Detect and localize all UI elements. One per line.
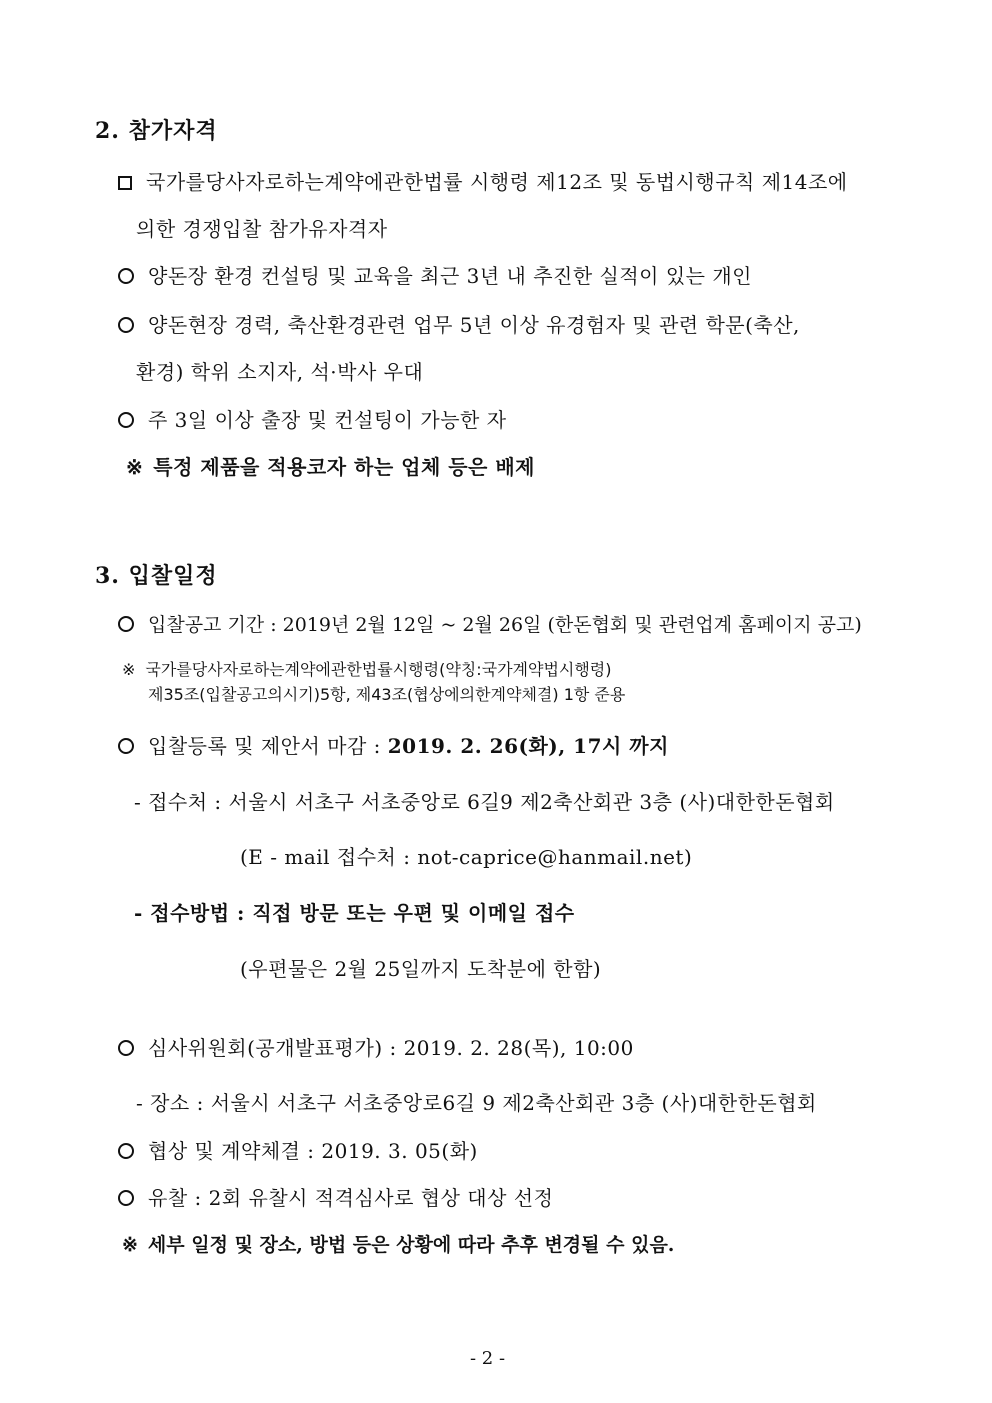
bid-deadline-value: 2019. 2. 26(화), 17시 까지 xyxy=(387,734,669,758)
reception-email: (E - mail 접수처 : not-caprice@hanmail.net) xyxy=(240,845,693,869)
committee: 심사위원회(공개발표평가) : 2019. 2. 28(목), 10:00 xyxy=(118,1038,634,1058)
bid-failure: 유찰 : 2회 유찰시 적격심사로 협상 대상 선정 xyxy=(118,1188,553,1208)
section-2-item-3-cont: 환경) 학위 소지자, 석·박사 우대 xyxy=(136,360,424,384)
bid-deadline: 입찰등록 및 제안서 마감 : 2019. 2. 26(화), 17시 까지 xyxy=(118,736,669,756)
section-2-item-1: 국가를당사자로하는계약에관한법률 시행령 제12조 및 동법시행규칙 제14조에 xyxy=(118,172,896,192)
circle-bullet-icon xyxy=(118,412,134,428)
page-number: - 2 - xyxy=(470,1348,506,1369)
final-note: ※ 세부 일정 및 장소, 방법 등은 상황에 따라 추후 변경될 수 있음. xyxy=(122,1234,675,1256)
circle-bullet-icon xyxy=(118,317,134,333)
section-2-item-1-cont: 의한 경쟁입찰 참가유자격자 xyxy=(136,217,388,241)
circle-bullet-icon xyxy=(118,1143,134,1159)
square-bullet-icon xyxy=(118,176,132,190)
law-note-cont: 제35조(입찰공고의시기)5항, 제43조(협상에의한계약체결) 1항 준용 xyxy=(148,685,626,704)
negotiation: 협상 및 계약체결 : 2019. 3. 05(화) xyxy=(118,1141,478,1161)
reception-method: - 접수방법 : 직접 방문 또는 우편 및 이메일 접수 xyxy=(134,901,575,925)
reception-place: - 접수처 : 서울시 서초구 서초중앙로 6길9 제2축산회관 3층 (사)대한한돈협회 xyxy=(134,790,835,814)
notice-period: 입찰공고 기간 : 2019년 2월 12일 ~ 2월 26일 (한돈협회 및 관련업계 홈페이지 공고) xyxy=(118,616,862,635)
section-2-title: 2. 참가자격 xyxy=(95,118,218,144)
circle-bullet-icon xyxy=(118,1190,134,1206)
reference-mark-icon: ※ xyxy=(122,660,136,679)
circle-bullet-icon xyxy=(118,1040,134,1056)
reference-mark-icon: ※ xyxy=(122,1234,138,1256)
reference-mark-icon: ※ xyxy=(126,455,144,479)
law-note: ※ 국가를당사자로하는계약에관한법률시행령(약칭:국가계약법시행령) xyxy=(122,660,612,679)
section-2-item-2: 양돈장 환경 컨설팅 및 교육을 최근 3년 내 추진한 실적이 있는 개인 xyxy=(118,266,752,286)
circle-bullet-icon xyxy=(118,738,134,754)
section-2-note: ※ 특정 제품을 적용코자 하는 업체 등은 배제 xyxy=(126,455,535,479)
section-2-item-3: 양돈현장 경력, 축산환경관련 업무 5년 이상 유경험자 및 관련 학문(축산, xyxy=(118,315,800,335)
section-2-item-4: 주 3일 이상 출장 및 컨설팅이 가능한 자 xyxy=(118,410,507,430)
circle-bullet-icon xyxy=(118,616,134,632)
mail-note: (우편물은 2월 25일까지 도착분에 한함) xyxy=(240,957,602,981)
committee-place: - 장소 : 서울시 서초구 서초중앙로6길 9 제2축산회관 3층 (사)대한한돈협회 xyxy=(136,1091,817,1115)
circle-bullet-icon xyxy=(118,268,134,284)
section-3-title: 3. 입찰일정 xyxy=(95,563,218,589)
